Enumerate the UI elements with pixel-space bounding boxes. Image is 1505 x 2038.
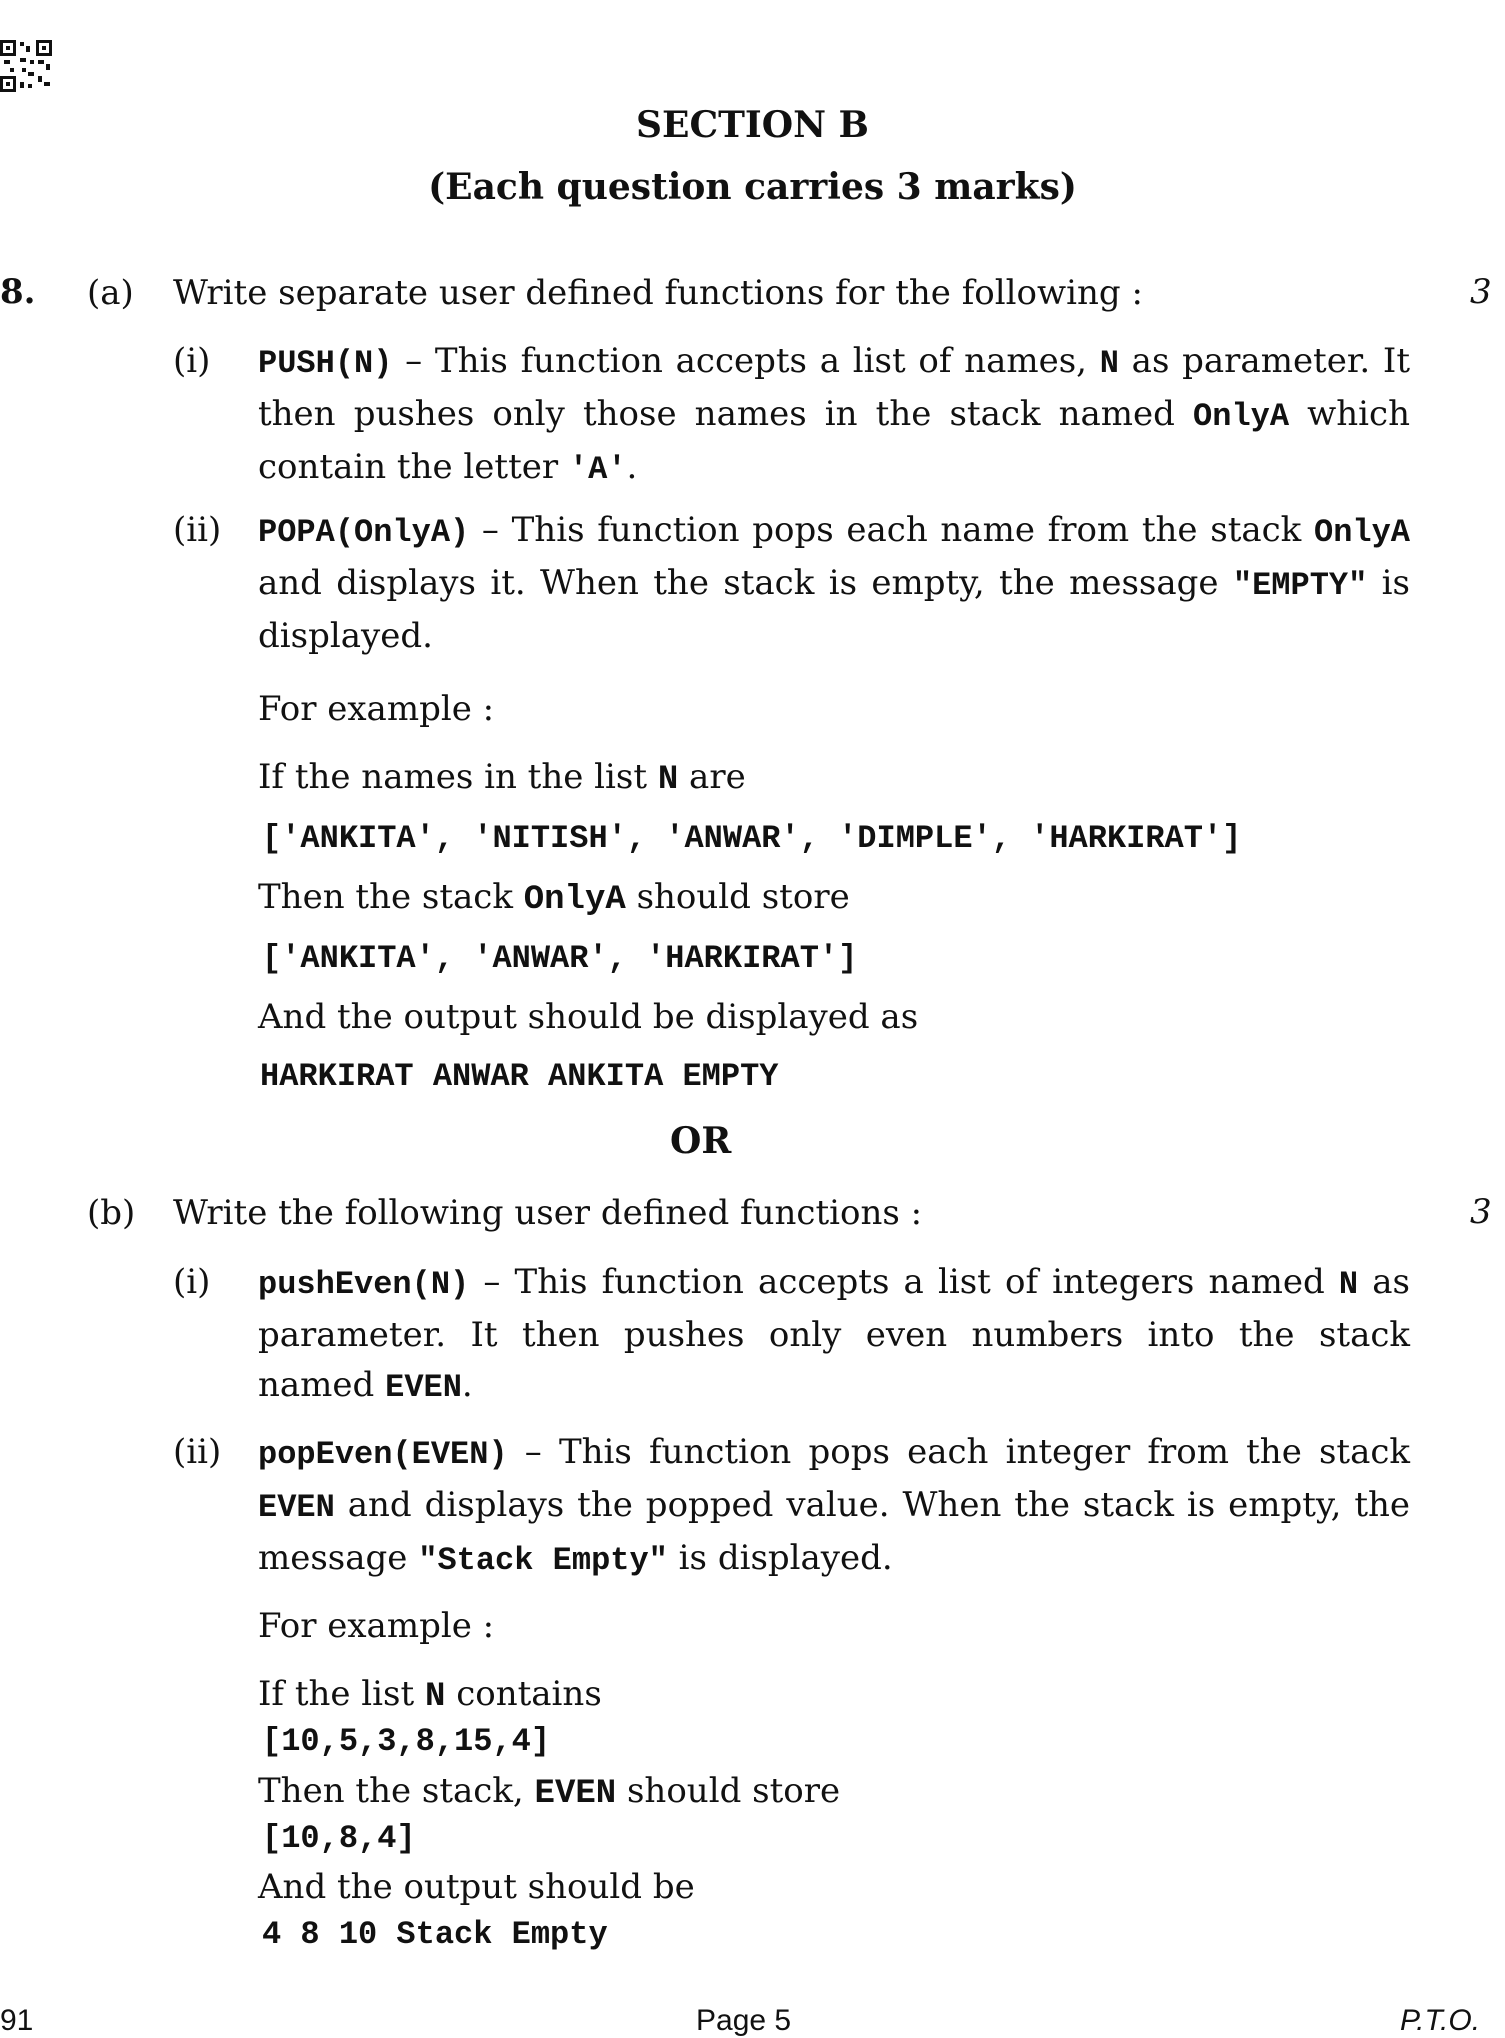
part-a-label: (a) [87,273,134,313]
code-letter-a: 'A' [568,451,627,488]
part-b-example-line3: And the output should be [258,1867,695,1907]
part-b-example-line2: Then the stack, EVEN should store [258,1771,841,1813]
footer-page-number: Page 5 [696,2004,792,2037]
part-b-sub-ii-label: (ii) [173,1432,222,1472]
code-onlya: OnlyA [1313,514,1410,551]
func-popa: POPA(OnlyA) [258,514,470,551]
part-b-instruction: Write the following user defined functions : [173,1193,923,1233]
part-b-sub-ii-text: popEven(EVEN) – This function pops each integer from the stack EVEN and displays the popped value. When the stack is empty, the message "Stack Empty" is displayed. [258,1432,1410,1579]
code-n: N [1099,345,1119,382]
part-a-sub-ii-label: (ii) [173,510,222,550]
code-stack-empty-msg: "Stack Empty" [418,1542,668,1579]
part-b-output: 4 8 10 Stack Empty [262,1916,608,1953]
part-a-example-line1: If the names in the list N are [258,757,746,799]
part-b-example-heading: For example : [258,1606,495,1646]
part-a-sub-i-label: (i) [173,341,211,381]
part-b-stack-list: [10,8,4] [262,1820,416,1857]
qr-code-icon [0,40,52,92]
part-a-input-list: ['ANKITA', 'NITISH', 'ANWAR', 'DIMPLE', 'HARKIRAT'] [262,820,1242,857]
part-a-sub-ii-text: POPA(OnlyA) – This function pops each name from the stack OnlyA and displays it. When the stack is empty, the message "EMPTY" is displayed. [258,510,1410,656]
or-separator: OR [670,1120,732,1162]
code-even: EVEN [385,1369,462,1406]
code-onlya: OnlyA [1193,398,1290,435]
part-a-sub-i-text: PUSH(N) – This function accepts a list of names, N as parameter. It then pushes only those names in the stack named OnlyA which contain the letter 'A'. [258,341,1411,488]
section-title: SECTION B [636,104,869,146]
func-pusheven: pushEven(N) [258,1266,470,1303]
code-even: EVEN [258,1489,335,1526]
part-b-input-list: [10,5,3,8,15,4] [262,1723,551,1760]
footer-paper-code: 91 [0,2004,34,2037]
part-b-marks: 3 [1470,1192,1492,1232]
part-a-stack-list: ['ANKITA', 'ANWAR', 'HARKIRAT'] [262,940,858,977]
question-number: 8. [0,272,36,312]
part-b-example-line1: If the list N contains [258,1674,602,1716]
func-popeven: popEven(EVEN) [258,1436,508,1473]
part-a-example-heading: For example : [258,689,495,729]
code-empty-msg: "EMPTY" [1232,567,1368,604]
part-b-label: (b) [87,1193,136,1233]
footer-pto: P.T.O. [1400,2004,1481,2037]
part-a-example-line2: Then the stack OnlyA should store [258,877,850,919]
func-push: PUSH(N) [258,345,393,382]
part-a-marks: 3 [1470,272,1492,312]
code-n: N [1338,1266,1359,1303]
part-a-example-line3: And the output should be displayed as [258,997,919,1037]
part-b-sub-i-text: pushEven(N) – This function accepts a list of integers named N as parameter. It then pushes only even numbers into the stack named EVEN. [258,1262,1410,1406]
part-a-output: HARKIRAT ANWAR ANKITA EMPTY [260,1058,779,1095]
section-subtitle: (Each question carries 3 marks) [428,166,1077,208]
part-a-instruction: Write separate user defined functions for the following : [173,273,1143,313]
part-b-sub-i-label: (i) [173,1262,211,1302]
